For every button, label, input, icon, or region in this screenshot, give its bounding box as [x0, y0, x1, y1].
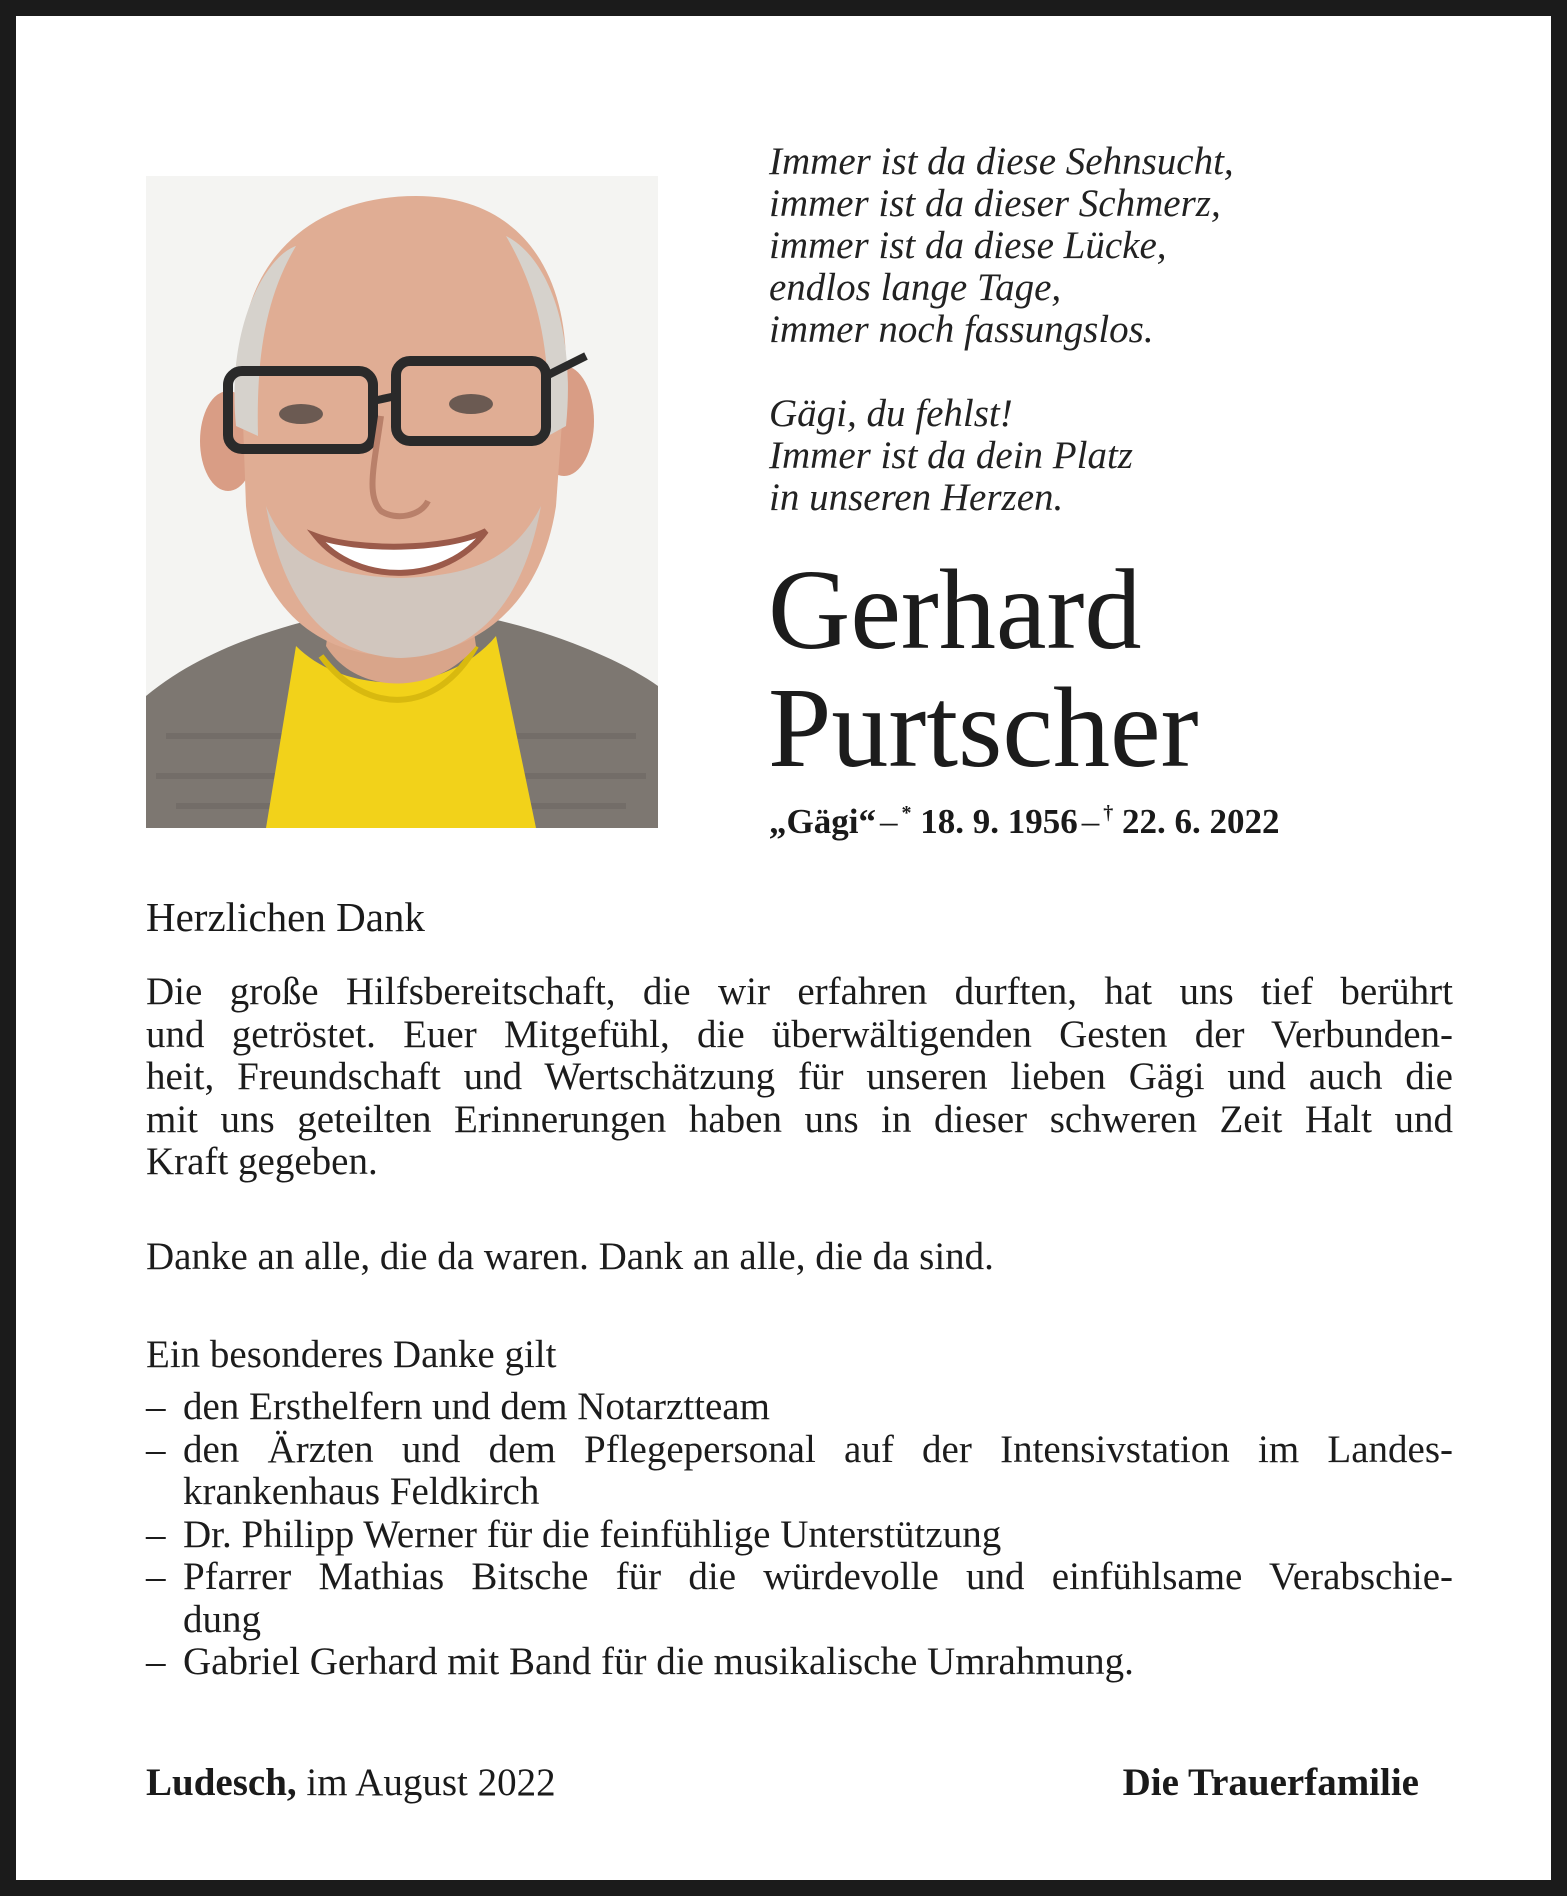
- poem-line: Immer ist da diese Sehnsucht,: [769, 140, 1234, 183]
- list-dash: –: [146, 1640, 166, 1683]
- paragraph-line: Die große Hilfsbereitschaft, die wir erfahren durften, hat uns tief berührt: [146, 970, 1453, 1013]
- poem-line: Gägi, du fehlst!: [769, 392, 1013, 435]
- list-item: [146, 1641, 1453, 1684]
- special-thanks-intro: Ein besonderes Danke gilt: [146, 1333, 557, 1376]
- poem-line: endlos lange Tage,: [769, 266, 1062, 309]
- poem-line: immer ist da dieser Schmerz,: [769, 182, 1221, 225]
- date-text: im August 2022: [306, 1761, 556, 1804]
- paragraph-line: Kraft gegeben.: [146, 1140, 378, 1183]
- signature: Die Trauerfamilie: [1122, 1761, 1419, 1804]
- list-item-line: den Ärzten und dem Pflegepersonal auf der Intensivstation im Landes-: [183, 1427, 1453, 1471]
- death-symbol: †: [1103, 802, 1114, 824]
- list-item-line: Pfarrer Mathias Bitsche für die würdevolle und einfühlsame Verabschie-: [183, 1555, 1453, 1598]
- last-name: Purtscher: [768, 664, 1199, 791]
- birth-date: 18. 9. 1956: [920, 802, 1078, 841]
- paragraph-line: und getröstet. Euer Mitgefühl, die überwältigenden Gesten der Verbunden-: [146, 1012, 1453, 1056]
- thanks-paragraph: [146, 971, 1453, 1184]
- poem-line: in unseren Herzen.: [769, 476, 1064, 519]
- list-item-line: Gabriel Gerhard mit Band für die musikalische Umrahmung.: [183, 1640, 1134, 1683]
- poem-line: Immer ist da dein Platz: [769, 434, 1133, 477]
- list-dash: –: [146, 1385, 166, 1428]
- portrait-illustration: [146, 176, 658, 828]
- poem-line: immer noch fassungslos.: [769, 308, 1154, 351]
- special-thanks-list: [146, 1386, 1453, 1684]
- birth-symbol: *: [901, 802, 912, 824]
- list-dash: –: [146, 1555, 166, 1598]
- list-item: [146, 1429, 1453, 1514]
- thanks-all-line: Danke an alle, die da waren. Dank an alle, die da sind.: [146, 1235, 994, 1278]
- life-dates: [769, 791, 1279, 844]
- poem-line: immer ist da diese Lücke,: [769, 224, 1167, 267]
- list-item-line: Dr. Philipp Werner für die feinfühlige Unterstützung: [183, 1512, 1002, 1556]
- separator-dash: –: [879, 802, 898, 841]
- death-date: 22. 6. 2022: [1121, 802, 1280, 841]
- first-name: Gerhard: [768, 546, 1142, 673]
- paragraph-line: heit, Freundschaft und Wertschätzung für unseren lieben Gägi und auch die: [146, 1055, 1453, 1098]
- list-item-line: krankenhaus Feldkirch: [183, 1470, 540, 1513]
- separator-dash: –: [1081, 802, 1100, 841]
- list-item: [146, 1514, 1453, 1557]
- list-dash: –: [146, 1427, 166, 1471]
- list-dash: –: [146, 1512, 166, 1556]
- nickname: „Gägi“: [769, 802, 876, 841]
- portrait-photo: [146, 176, 658, 828]
- memorial-poem: [769, 141, 1449, 519]
- place: Ludesch,: [146, 1761, 297, 1804]
- paragraph-line: mit uns geteilten Erinnerungen haben uns in dieser schweren Zeit Halt und: [146, 1097, 1453, 1141]
- deceased-name: [768, 546, 1199, 791]
- thanks-heading: Herzlichen Dank: [146, 894, 425, 940]
- list-item-line: dung: [183, 1597, 261, 1641]
- place-and-date: [146, 1761, 556, 1805]
- list-item: [146, 1556, 1453, 1641]
- list-item-line: den Ersthelfern und dem Notarztteam: [183, 1385, 770, 1428]
- list-item: [146, 1386, 1453, 1429]
- stanza-gap: [769, 351, 1449, 393]
